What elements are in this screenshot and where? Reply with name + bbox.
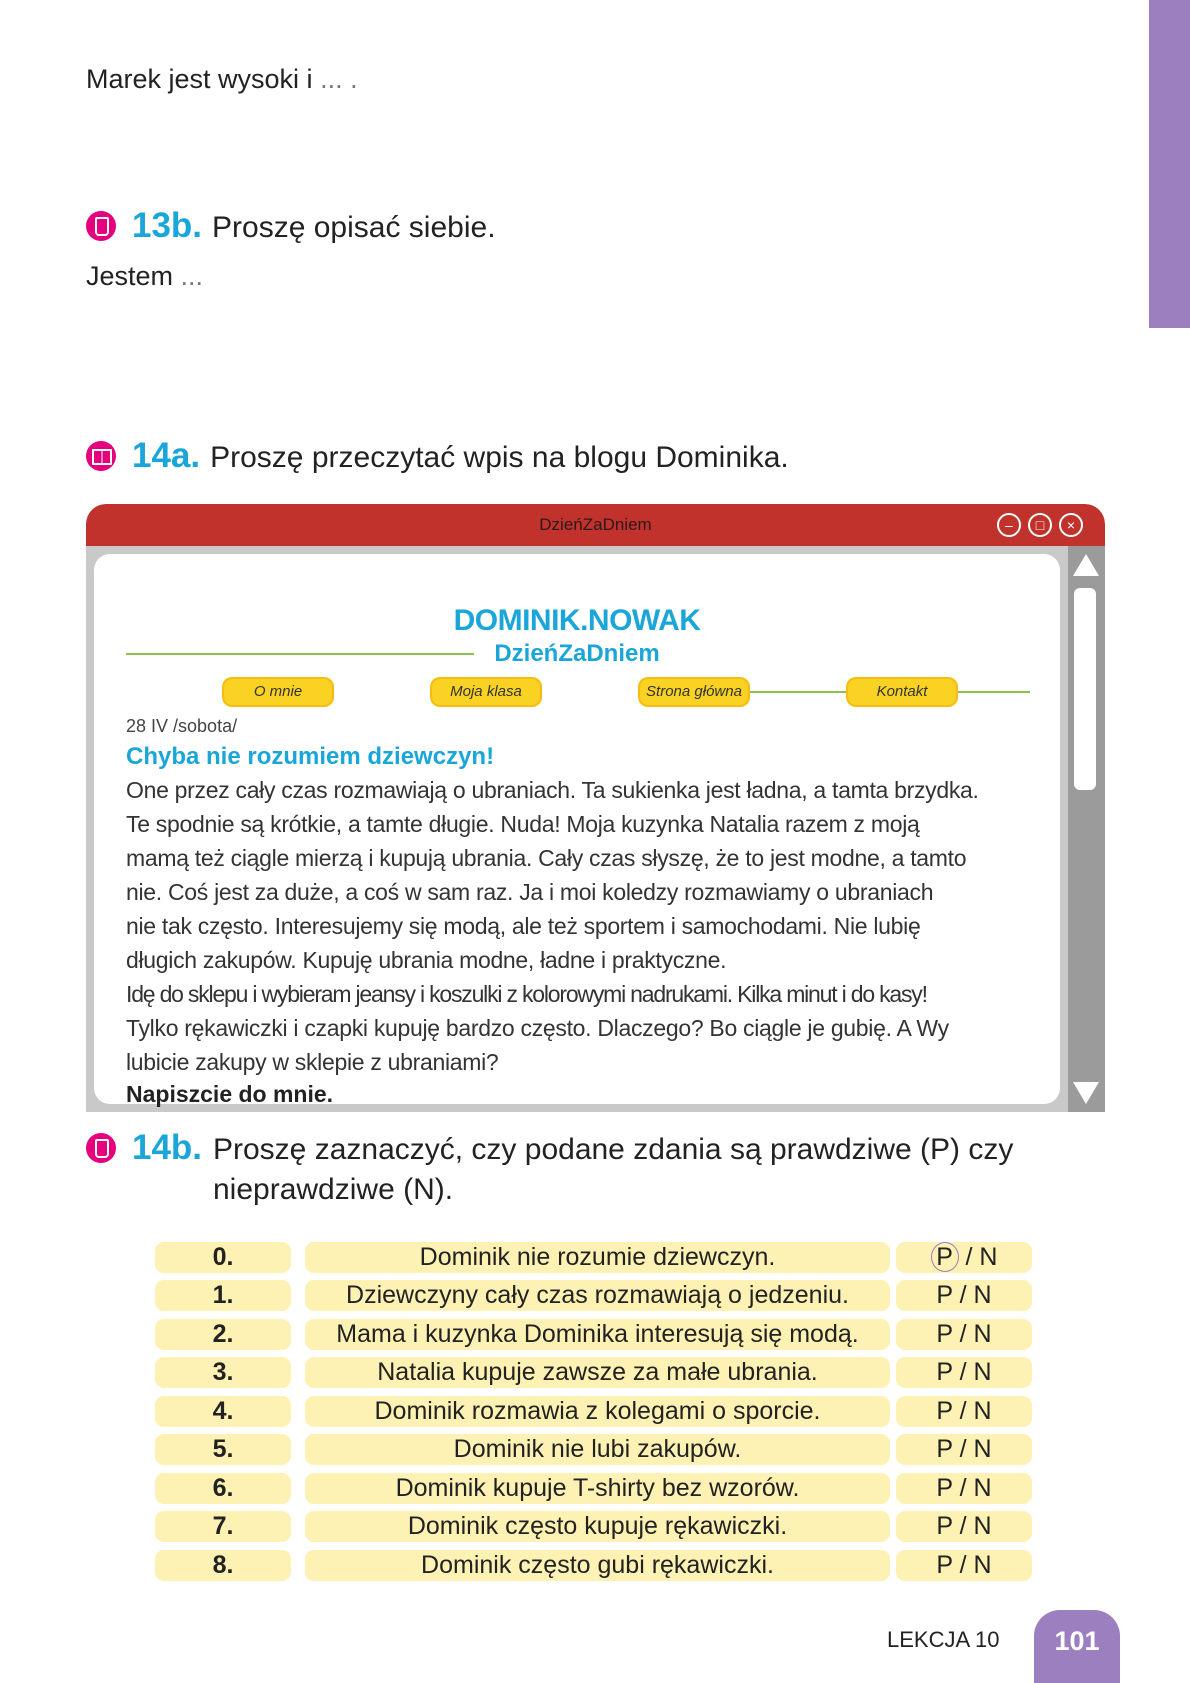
row-answer[interactable]: P / N: [896, 1511, 1032, 1542]
pencil-icon: [86, 1133, 116, 1163]
exercise-instruction: Proszę opisać siebie.: [212, 211, 496, 244]
exercise-number: 14a.: [132, 436, 201, 475]
intro-sentence: [86, 64, 358, 95]
lesson-label: LEKCJA 10: [887, 1627, 1000, 1652]
row-number: 0.: [155, 1242, 291, 1273]
row-statement: Dominik kupuje T-shirty bez wzorów.: [305, 1473, 890, 1504]
exercise-number: 13b.: [132, 206, 203, 245]
answer-n[interactable]: N: [973, 1397, 992, 1425]
maximize-icon[interactable]: □: [1028, 513, 1052, 537]
minimize-icon[interactable]: –: [997, 513, 1021, 537]
answer-p[interactable]: P: [936, 1397, 953, 1425]
row-number: 2.: [155, 1319, 291, 1350]
row-number: 3.: [155, 1357, 291, 1388]
exercise-14a-header: [86, 436, 789, 476]
row-statement: Dominik nie lubi zakupów.: [305, 1434, 890, 1465]
post-line: mamą też ciągle mierzą i kupują ubrania. Cały czas słyszę, że to jest modne, a tamto: [126, 845, 967, 871]
nav-o-mnie[interactable]: O mnie: [224, 679, 332, 705]
answer-dots: ...: [180, 261, 204, 291]
window-title: DzieńZaDniem: [539, 515, 652, 534]
row-number: 7.: [155, 1511, 291, 1542]
post-signoff: Napiszcie do mnie.: [126, 1081, 334, 1107]
post-line: nie tak często. Interesujemy się modą, ale też sportem i samochodami. Nie lubię: [126, 913, 921, 939]
post-line: lubicie zakupy w sklepie z ubraniami?: [126, 1049, 499, 1075]
answer-n[interactable]: N: [973, 1551, 992, 1579]
post-heading: Chyba nie rozumiem dziewczyn!: [126, 743, 495, 770]
row-statement: Mama i kuzynka Dominika interesują się modą.: [305, 1319, 890, 1350]
blog-window: [86, 504, 1105, 1112]
answer-n[interactable]: N: [979, 1243, 998, 1271]
row-statement: Dominik nie rozumie dziewczyn.: [305, 1242, 890, 1273]
row-statement: Dziewczyny cały czas rozmawiają o jedzeniu.: [305, 1280, 890, 1311]
nav-moja-klasa[interactable]: Moja klasa: [432, 679, 540, 705]
row-answer[interactable]: P / N: [896, 1319, 1032, 1350]
exercise-number: 14b.: [132, 1128, 203, 1167]
window-titlebar: [86, 504, 1105, 546]
post-line: długich zakupów. Kupuję ubrania modne, ładne i praktyczne.: [126, 947, 727, 973]
close-icon[interactable]: ×: [1059, 513, 1083, 537]
post-date: 28 IV /sobota/: [126, 716, 238, 736]
scroll-thumb[interactable]: [1074, 588, 1096, 790]
row-statement: Dominik rozmawia z kolegami o sporcie.: [305, 1396, 890, 1427]
row-statement: Dominik często gubi rękawiczki.: [305, 1550, 890, 1581]
answer-n[interactable]: N: [973, 1435, 992, 1463]
exercise-instruction: Proszę zaznaczyć, czy podane zdania są prawdziwe (P) czy nieprawdziwe (N).: [213, 1133, 1014, 1206]
blog-subtitle: DzieńZaDniem: [494, 640, 660, 667]
answer-p[interactable]: P: [936, 1435, 953, 1463]
answer-p[interactable]: P: [936, 1358, 953, 1386]
blog-title: DOMINIK.NOWAK: [453, 604, 701, 637]
answer-n[interactable]: N: [973, 1320, 992, 1348]
row-number: 4.: [155, 1396, 291, 1427]
answer-p[interactable]: P: [936, 1512, 953, 1540]
divider-line: [126, 653, 474, 655]
row-number: 6.: [155, 1473, 291, 1504]
row-answer[interactable]: P / N: [896, 1396, 1032, 1427]
row-answer[interactable]: P / N: [896, 1280, 1032, 1311]
nav-strona-glowna[interactable]: Strona główna: [640, 679, 748, 705]
row-number: 1.: [155, 1280, 291, 1311]
answer-n[interactable]: N: [973, 1512, 992, 1540]
post-line: nie. Coś jest za duże, a coś w sam raz. Ja i moi koledzy rozmawiamy o ubraniach: [126, 879, 934, 905]
answer-n[interactable]: N: [973, 1358, 992, 1386]
row-number: 5.: [155, 1434, 291, 1465]
pencil-icon: [86, 211, 116, 241]
exercise-13b-answer: [86, 261, 203, 292]
exercise-instruction: Proszę przeczytać wpis na blogu Dominika.: [210, 441, 789, 474]
post-line: Tylko rękawiczki i czapki kupuję bardzo często. Dlaczego? Bo ciągle je gubię. A Wy: [126, 1015, 949, 1041]
page-number: 101: [1034, 1610, 1120, 1683]
post-line: Idę do sklepu i wybieram jeansy i koszulki z kolorowymi nadrukami. Kilka minut i do kasy!: [126, 981, 927, 1007]
post-line: Te spodnie są krótkie, a tamte długie. Nuda! Moja kuzynka Natalia razem z moją: [126, 811, 920, 837]
row-answer[interactable]: P / N: [896, 1434, 1032, 1465]
book-icon: [86, 441, 116, 471]
row-answer[interactable]: P / N: [896, 1473, 1032, 1504]
scroll-down-arrow-icon[interactable]: [1073, 1082, 1099, 1104]
answer-p-circled[interactable]: P: [931, 1242, 959, 1272]
answer-p[interactable]: P: [936, 1474, 953, 1502]
row-answer[interactable]: P / N: [896, 1357, 1032, 1388]
row-statement: Natalia kupuje zawsze za małe ubrania.: [305, 1357, 890, 1388]
answer-n[interactable]: N: [973, 1281, 992, 1309]
blog-post: [126, 716, 1066, 1112]
row-answer[interactable]: P / N: [896, 1242, 1032, 1273]
answer-text: Jestem: [86, 261, 174, 291]
side-tab: [1149, 0, 1190, 328]
row-number: 8.: [155, 1550, 291, 1581]
row-statement: Dominik często kupuje rękawiczki.: [305, 1511, 890, 1542]
answer-p[interactable]: P: [936, 1320, 953, 1348]
answer-n[interactable]: N: [973, 1474, 992, 1502]
intro-text: Marek jest wysoki i: [86, 64, 313, 94]
blog-content: [94, 554, 1060, 1107]
row-answer[interactable]: P / N: [896, 1550, 1032, 1581]
post-line: One przez cały czas rozmawiają o ubraniach. Ta sukienka jest ładna, a tamta brzydka.: [126, 777, 979, 803]
answer-p[interactable]: P: [936, 1281, 953, 1309]
nav-kontakt[interactable]: Kontakt: [848, 679, 956, 705]
intro-dots: ... .: [320, 64, 358, 94]
scrollbar[interactable]: [1068, 546, 1105, 1112]
answer-p[interactable]: P: [936, 1551, 953, 1579]
exercise-13b-header: [86, 206, 496, 246]
scroll-up-arrow-icon[interactable]: [1073, 554, 1099, 576]
